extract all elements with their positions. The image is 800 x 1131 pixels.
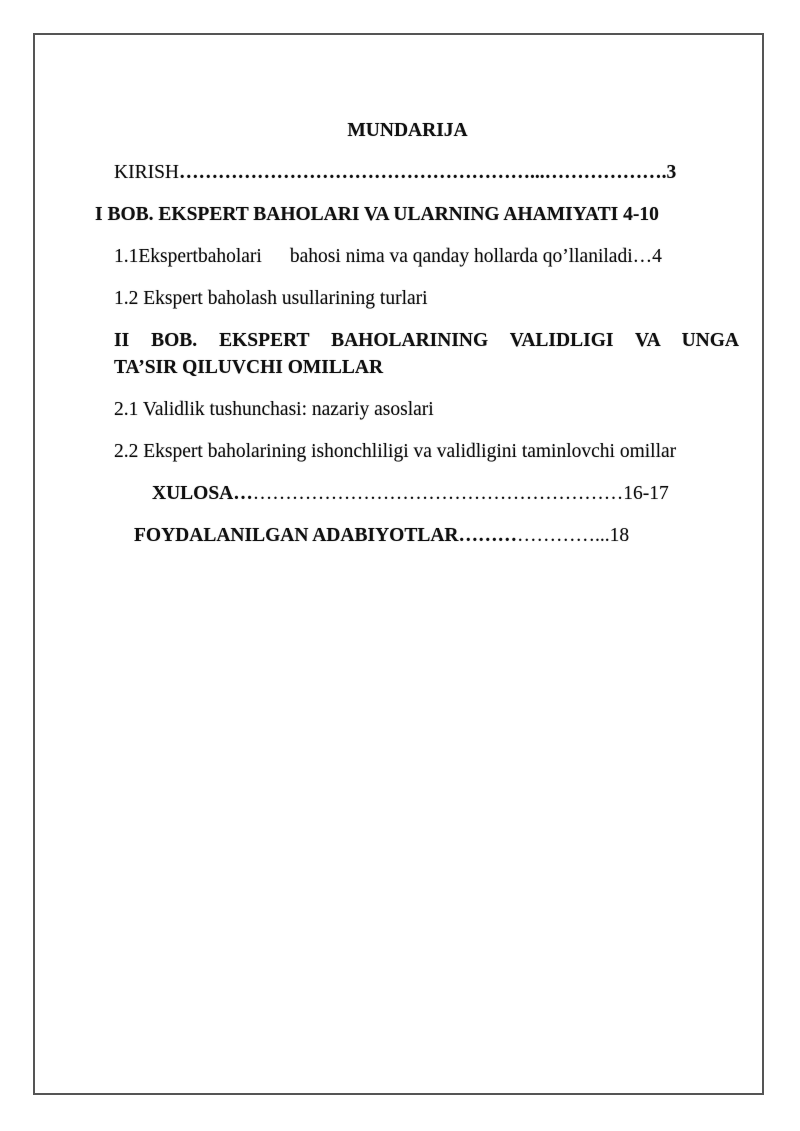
toc-entry-label: FOYDALANILGAN ADABIYOTLAR……… <box>134 525 517 546</box>
toc-leader: ………………………………………………...……………… <box>179 162 662 183</box>
toc-section-1-2: 1.2 Ekspert baholash usullarining turlari <box>114 288 428 309</box>
toc-section-1-1 <box>114 245 662 269</box>
toc-leader: ………………………………………………… <box>252 483 624 504</box>
toc-entry-label: 1.1Ekspertbaholari <box>114 246 262 267</box>
toc-section-2-1: 2.1 Validlik tushunchasi: nazariy asoslari <box>114 399 434 420</box>
toc-chapter-2-line1: II BOB. EKSPERT BAHOLARINING VALIDLIGI VA UNGA <box>114 330 739 351</box>
toc-entry-label: KIRISH <box>114 162 180 183</box>
page-border <box>33 33 764 1095</box>
toc-section-2-2: 2.2 Ekspert baholarining ishonchliligi va validligini taminlovchi omillar <box>114 441 677 462</box>
toc-chapter-2-line2: TA’SIR QILUVCHI OMILLAR <box>114 357 384 378</box>
toc-page-number: ...18 <box>595 525 630 546</box>
toc-page-number: .3 <box>661 162 677 183</box>
toc-entry-label: XULOSA… <box>152 483 253 504</box>
toc-chapter-1: I BOB. EKSPERT BAHOLARI VA ULARNING AHAMIYATI 4-10 <box>95 204 659 225</box>
page-title: MUNDARIJA <box>347 120 468 141</box>
toc-entry-conclusion <box>152 482 669 506</box>
toc-entry-intro <box>114 161 676 185</box>
toc-page-number: 16-17 <box>623 483 669 504</box>
toc-entry-label-continued: bahosi nima va qanday hollarda qo’llaniladi…4 <box>289 246 662 267</box>
toc-entry-references <box>134 524 629 548</box>
toc-leader: ………… <box>517 525 595 546</box>
